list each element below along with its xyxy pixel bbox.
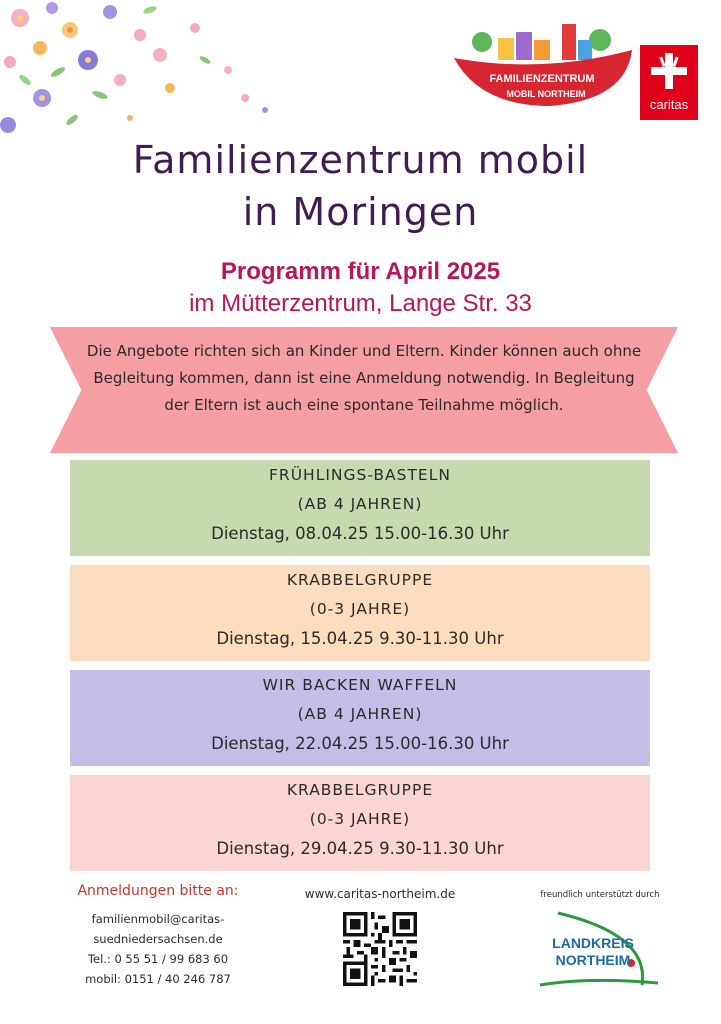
svg-text:FAMILIENZENTRUM: FAMILIENZENTRUM [489, 73, 595, 85]
qr-code-icon[interactable] [343, 912, 417, 986]
flower-decoration [0, 0, 300, 150]
location-subtitle: im Mütterzentrum, Lange Str. 33 [189, 290, 532, 317]
landkreis-logo [530, 905, 670, 995]
phone-number: Tel.: 0 55 51 / 99 683 60 [87, 952, 229, 966]
event-age: (0-3 JAHRE) [309, 600, 411, 618]
event-card [70, 565, 650, 661]
website-link[interactable]: www.caritas-northeim.de [304, 887, 456, 901]
event-date: Dienstag, 08.04.25 15.00-16.30 Uhr [211, 524, 509, 543]
landkreis-text-line2: NORTHEIM [555, 952, 631, 968]
event-name: KRABBELGRUPPE [286, 781, 434, 799]
houses-icon [450, 20, 635, 120]
event-age: (0-3 JAHRE) [309, 810, 411, 828]
mobile-number: mobil: 0151 / 40 246 787 [85, 972, 231, 986]
page-title-line1: Familienzentrum mobil [132, 138, 589, 182]
event-card [70, 460, 650, 556]
program-subtitle: Programm für April 2025 [220, 258, 501, 285]
event-card [70, 775, 650, 871]
event-name: KRABBELGRUPPE [286, 571, 434, 589]
event-age: (AB 4 JAHREN) [297, 705, 423, 723]
caritas-wordmark: caritas [649, 97, 689, 112]
svg-text:MOBIL NORTHEIM: MOBIL NORTHEIM [506, 89, 586, 99]
event-name: WIR BACKEN WAFFELN [262, 676, 458, 694]
page-title-line2: in Moringen [242, 190, 479, 234]
support-text: freundlich unterstützt durch [540, 890, 660, 900]
caritas-cross-icon [649, 51, 689, 91]
event-date: Dienstag, 29.04.25 9.30-11.30 Uhr [216, 839, 504, 858]
event-name: FRÜHLINGS-BASTELN [269, 466, 451, 484]
event-card [70, 670, 650, 766]
intro-text: Die Angebote richten sich an Kinder und Eltern. Kinder können auch ohne Begleitung kommen, dann ist eine Anmeldung notwendig. In Begleitung der Eltern ist auch eine spontane Teilnahme möglich. [86, 342, 642, 414]
email-line2[interactable]: suedniedersachsen.de [93, 932, 223, 946]
landkreis-text-line1: LANDKREIS [552, 935, 634, 951]
registration-heading: Anmeldungen bitte an: [77, 883, 239, 899]
caritas-logo [640, 45, 698, 120]
familienzentrum-logo [450, 20, 635, 120]
event-date: Dienstag, 15.04.25 9.30-11.30 Uhr [216, 629, 504, 648]
email-line1[interactable]: familienmobil@caritas- [91, 912, 225, 926]
event-age: (AB 4 JAHREN) [297, 495, 423, 513]
event-date: Dienstag, 22.04.25 15.00-16.30 Uhr [211, 734, 509, 753]
